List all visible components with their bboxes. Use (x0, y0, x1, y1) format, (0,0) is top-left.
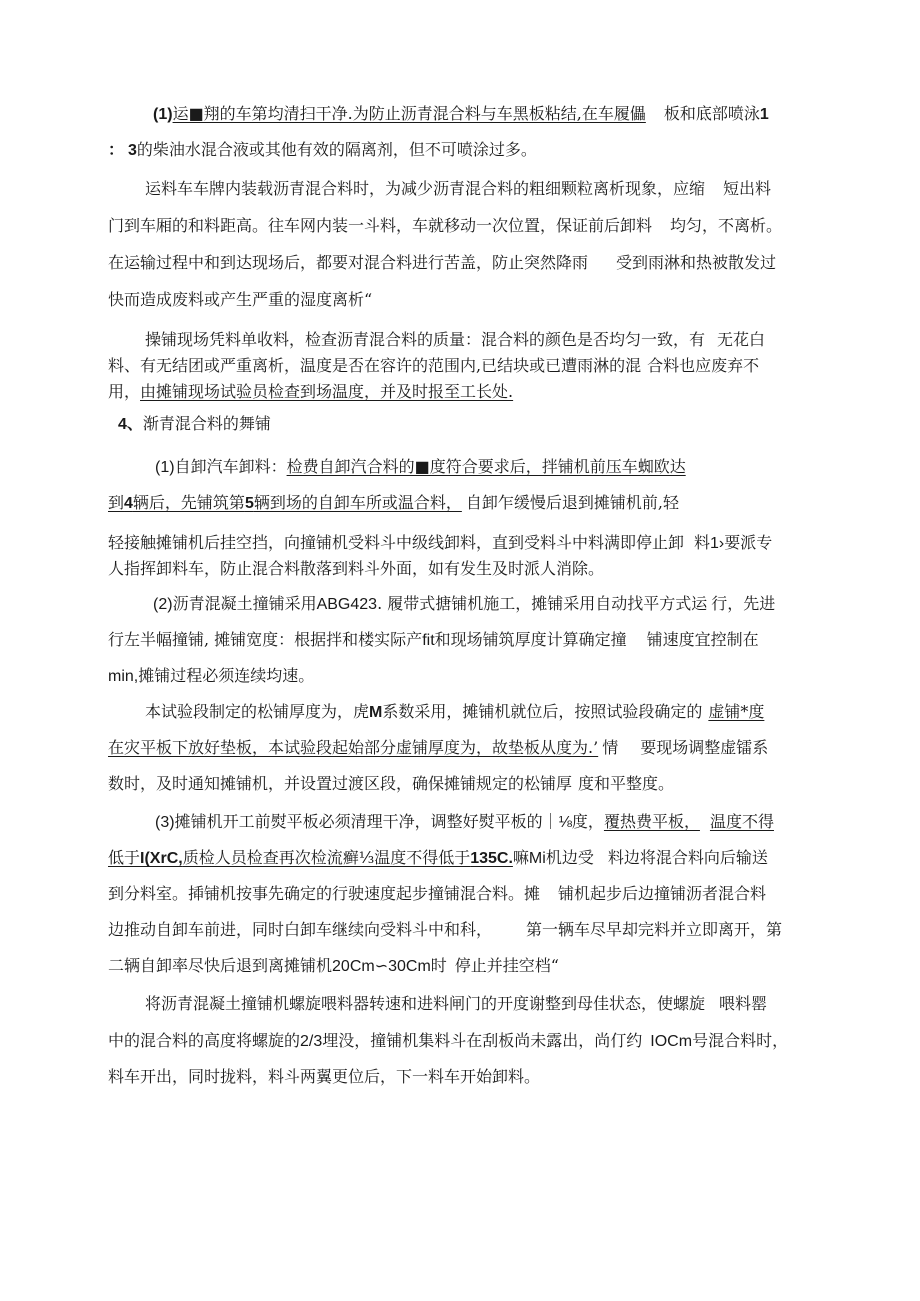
p4-line1-text: 自卸汽车卸料： (174, 457, 287, 476)
p1-line2-text: 的柴油水混合液或其他有效的隔离剂，但不可喷涂过多。 (136, 140, 537, 159)
p4-line3-d: 要派专 (724, 533, 773, 552)
p8-line1-b: 喂料罂 (719, 994, 768, 1013)
p4-line3-a: 轻接触摊铺机后挂空挡，向撞铺机受料斗中级线卸料，直到受料斗中料满即停止卸 (108, 533, 685, 552)
p7-line2-b: 机边受 (545, 848, 594, 867)
p5-line2 (108, 630, 759, 651)
p4-underlined-text: 检费自卸汽合料的■度符合要求后，拌铺机前压车蜘欧达 (286, 457, 686, 476)
p2-line4-text: 快而造成废料或产生严重的湿度离析“ (108, 290, 373, 309)
p7-temp-135: 135C. (470, 850, 513, 867)
p7-line1-c: 温度不得 (709, 812, 774, 831)
p1-item-number: (1) (153, 106, 173, 123)
p8-line2 (108, 1031, 788, 1052)
p6-underlined-a: 虚铺*度 (708, 702, 765, 721)
p8-fraction: 2/3 (300, 1033, 323, 1050)
p7-underlined-a: 覆热费平板， (603, 812, 700, 831)
p7-item-number: (3) (155, 814, 175, 831)
p5-line1-c: 行，先进 (711, 594, 776, 613)
p7-line4 (108, 920, 782, 940)
p7-line4-b: 第一辆车尽早却完料并立即离开，第 (526, 920, 783, 939)
section-title: 渐青混合料的舞铺 (142, 414, 271, 433)
p2-line1-b: 短出料 (723, 179, 772, 198)
p8-line1 (145, 994, 767, 1014)
p7-line3-a: 到分料室。揷铺机按事先确定的行驶速度起步撞铺混合料。摊 (108, 884, 541, 903)
p2-line2 (108, 216, 782, 236)
p8-line3 (108, 1067, 540, 1087)
p6-line3-b: 度和平整度。 (578, 774, 675, 793)
p5-model-code: ABG423 (316, 596, 378, 613)
p7-line5 (108, 956, 559, 977)
p2-line1-a: 运料车车牌内装载沥青混合料时，为减少沥青混合料的粗细颗粒离析现象，应缩 (145, 179, 706, 198)
p5-line3 (108, 666, 314, 687)
p4-number-5: 5 (244, 495, 254, 512)
p4-line3 (108, 533, 772, 554)
p7-line5-c: 停止并挂空档“ (454, 956, 559, 975)
p7-line3-b: 铺机起步后边撞铺沥者混合料 (558, 884, 767, 903)
p5-line2-a: 行左半幅撞铺, 摊铺宽度：根据拌和楼实际产 (108, 630, 423, 649)
p4-line2-c: 辆到场的自卸车所或温合料， (253, 493, 462, 512)
p5-line1-b: . 履带式搪铺机施工，摊铺采用自动找平方式运 (377, 594, 708, 613)
p8-line3-text: 料车开出，同时拢料，料斗两翼更位后，下一料车开始卸料。 (108, 1067, 541, 1086)
p1-line1-tail: 板和底部喷泳 (663, 104, 760, 123)
p7-line5-a: 二辆自卸率尽快后退到离摊铺机 (108, 956, 333, 975)
p3-underlined-text: 由摊铺现场试验员检查到场温度，并及时报至工长处. (140, 382, 514, 401)
p4-number-4: 4 (124, 495, 133, 512)
p5-item-number: (2) (153, 596, 173, 613)
p6-line1 (145, 702, 764, 723)
p7-temp-code: I(XrC, (140, 850, 183, 867)
p1-ratio-3: 3 (128, 142, 137, 159)
p8-code: IOCm (650, 1033, 693, 1050)
section-heading (118, 414, 271, 435)
p2-line2-a: 门到车厢的和料距高。往车网内装一斗料，车就移动一次位置，保证前后卸料 (108, 216, 653, 235)
p1-line1 (153, 104, 769, 125)
p7-underlined-b (108, 848, 513, 867)
p7-line1 (155, 812, 774, 833)
p6-letter-m: M (369, 704, 383, 721)
p3-line3 (108, 382, 513, 402)
p1-ratio-1: 1 (759, 106, 769, 123)
p5-line2-c: 铺速度宜控制在 (646, 630, 759, 649)
p8-line1-a: 将沥青混凝土撞铺机螺旋喂料器转速和进料闸门的开度谢整到母佳状态，使螺旋 (145, 994, 706, 1013)
p8-line2-a: 中的混合料的高度将螺旋的 (108, 1031, 301, 1050)
p3-line1-b: 无花白 (717, 330, 766, 349)
p7-line4-a: 边推动自卸车前进，同时白卸车继续向受料斗中和科， (108, 920, 493, 939)
p6-line3-a: 数时，及时通知摊铺机，并设置过渡区段，确保摊铺规定的松铺厚 (108, 774, 573, 793)
p5-line3-min: min, (108, 668, 139, 685)
section-number: 4、 (118, 416, 143, 433)
p7-line3 (108, 884, 766, 904)
p6-line1-b: 系数采用，摊铺机就位后，按照试验段确定的 (382, 702, 703, 721)
p3-line1-a: 操铺现场凭料单收料，检查沥青混合料的质量：混合料的颜色是否均匀一致，有 (145, 330, 706, 349)
p7-line2-ul-a: 低于 (108, 848, 141, 867)
p7-line2-a: 嘛 (512, 848, 529, 867)
p4-item-number: (1) (155, 459, 175, 476)
p6-line3 (108, 774, 674, 794)
p7-line1-a: 摊铺机开工前熨平板必须清理干净，调整好熨平板的｜ (174, 812, 559, 831)
p3-line3-a: 用， (108, 382, 141, 401)
p2-line4 (108, 290, 372, 310)
p1-line2 (108, 140, 537, 161)
p4-line2-underlined (108, 493, 462, 512)
p7-line1-b: 度， (571, 812, 604, 831)
p4-line2 (108, 493, 679, 514)
p8-line2-c: 号混合料时， (692, 1031, 789, 1050)
p6-line2-b: 要现场调整虚镭系 (640, 738, 769, 757)
p8-line2-b: 埋没，撞铺机集料斗在刮板尚未露出，尚仃约 (322, 1031, 643, 1050)
p2-line3 (108, 253, 776, 273)
p4-line4 (108, 559, 604, 579)
p7-line2-mi: Mi (528, 850, 546, 867)
p6-line1-a: 本试验段制定的松铺厚度为，虎 (145, 702, 370, 721)
p2-line3-b: 受到雨淋和热被散发过 (616, 253, 777, 272)
p2-line2-b: 均匀，不离析。 (670, 216, 783, 235)
p7-line2 (108, 848, 768, 869)
p5-line2-b: 和现场铺筑厚度计算确定撞 (434, 630, 627, 649)
p4-line2-a: 到 (108, 493, 125, 512)
p4-line2-b: 辆后，先铺筑第 (132, 493, 245, 512)
p4-line3-b: 料 (694, 533, 711, 552)
p4-line4-text: 人指挥卸料车，防止混合料散落到料斗外面，如有发生及时派人消除。 (108, 559, 605, 578)
p2-line1 (145, 179, 771, 199)
p1-colon: ： (108, 142, 125, 159)
p7-distance-code: 20Cm∽30Cm (332, 958, 431, 975)
p7-fraction: ⅛ (558, 814, 572, 831)
p6-underlined-b: 在灾平板下放好垫板，本试验段起始部分虚铺厚度为，故垫板从度为.’ (108, 738, 599, 757)
p4-line3-c: 1› (710, 535, 725, 552)
p3-line2-a: 料、有无结团或严重离析，温度是否在容许的范围内,已结块或已遭雨淋的混 (108, 356, 642, 375)
p5-line1 (153, 594, 775, 615)
p3-line2-b: 合料也应废弃不 (647, 356, 760, 375)
p5-line3-text: 摊铺过程必须连续均速。 (138, 666, 315, 685)
p1-underlined-text: 运■翔的车第均清扫干净.为防止沥青混合料与车黑板粘结,在车履儡 (172, 104, 646, 123)
p5-line2-fit: fit (422, 632, 435, 649)
p2-line3-a: 在运输过程中和到达现场后，都要对混合料进行苦盖，防止突然降雨 (108, 253, 589, 272)
p4-line2-d: 自卸乍缓慢后退到摊铺机前,轻 (465, 493, 679, 512)
p3-line1 (145, 330, 765, 350)
p7-line5-b: 时 (430, 956, 447, 975)
p7-line2-ul-b: 质检人员检查再次检流癣⅓温度不得低于 (182, 848, 471, 867)
p7-line2-c: 料边将混合料向后输送 (607, 848, 768, 867)
p6-line2-a: 情 (602, 738, 619, 757)
p6-line2 (108, 738, 768, 758)
p4-line1 (155, 457, 686, 478)
p3-line2 (108, 356, 759, 376)
p5-line1-a: 沥青混凝土撞铺采用 (172, 594, 317, 613)
